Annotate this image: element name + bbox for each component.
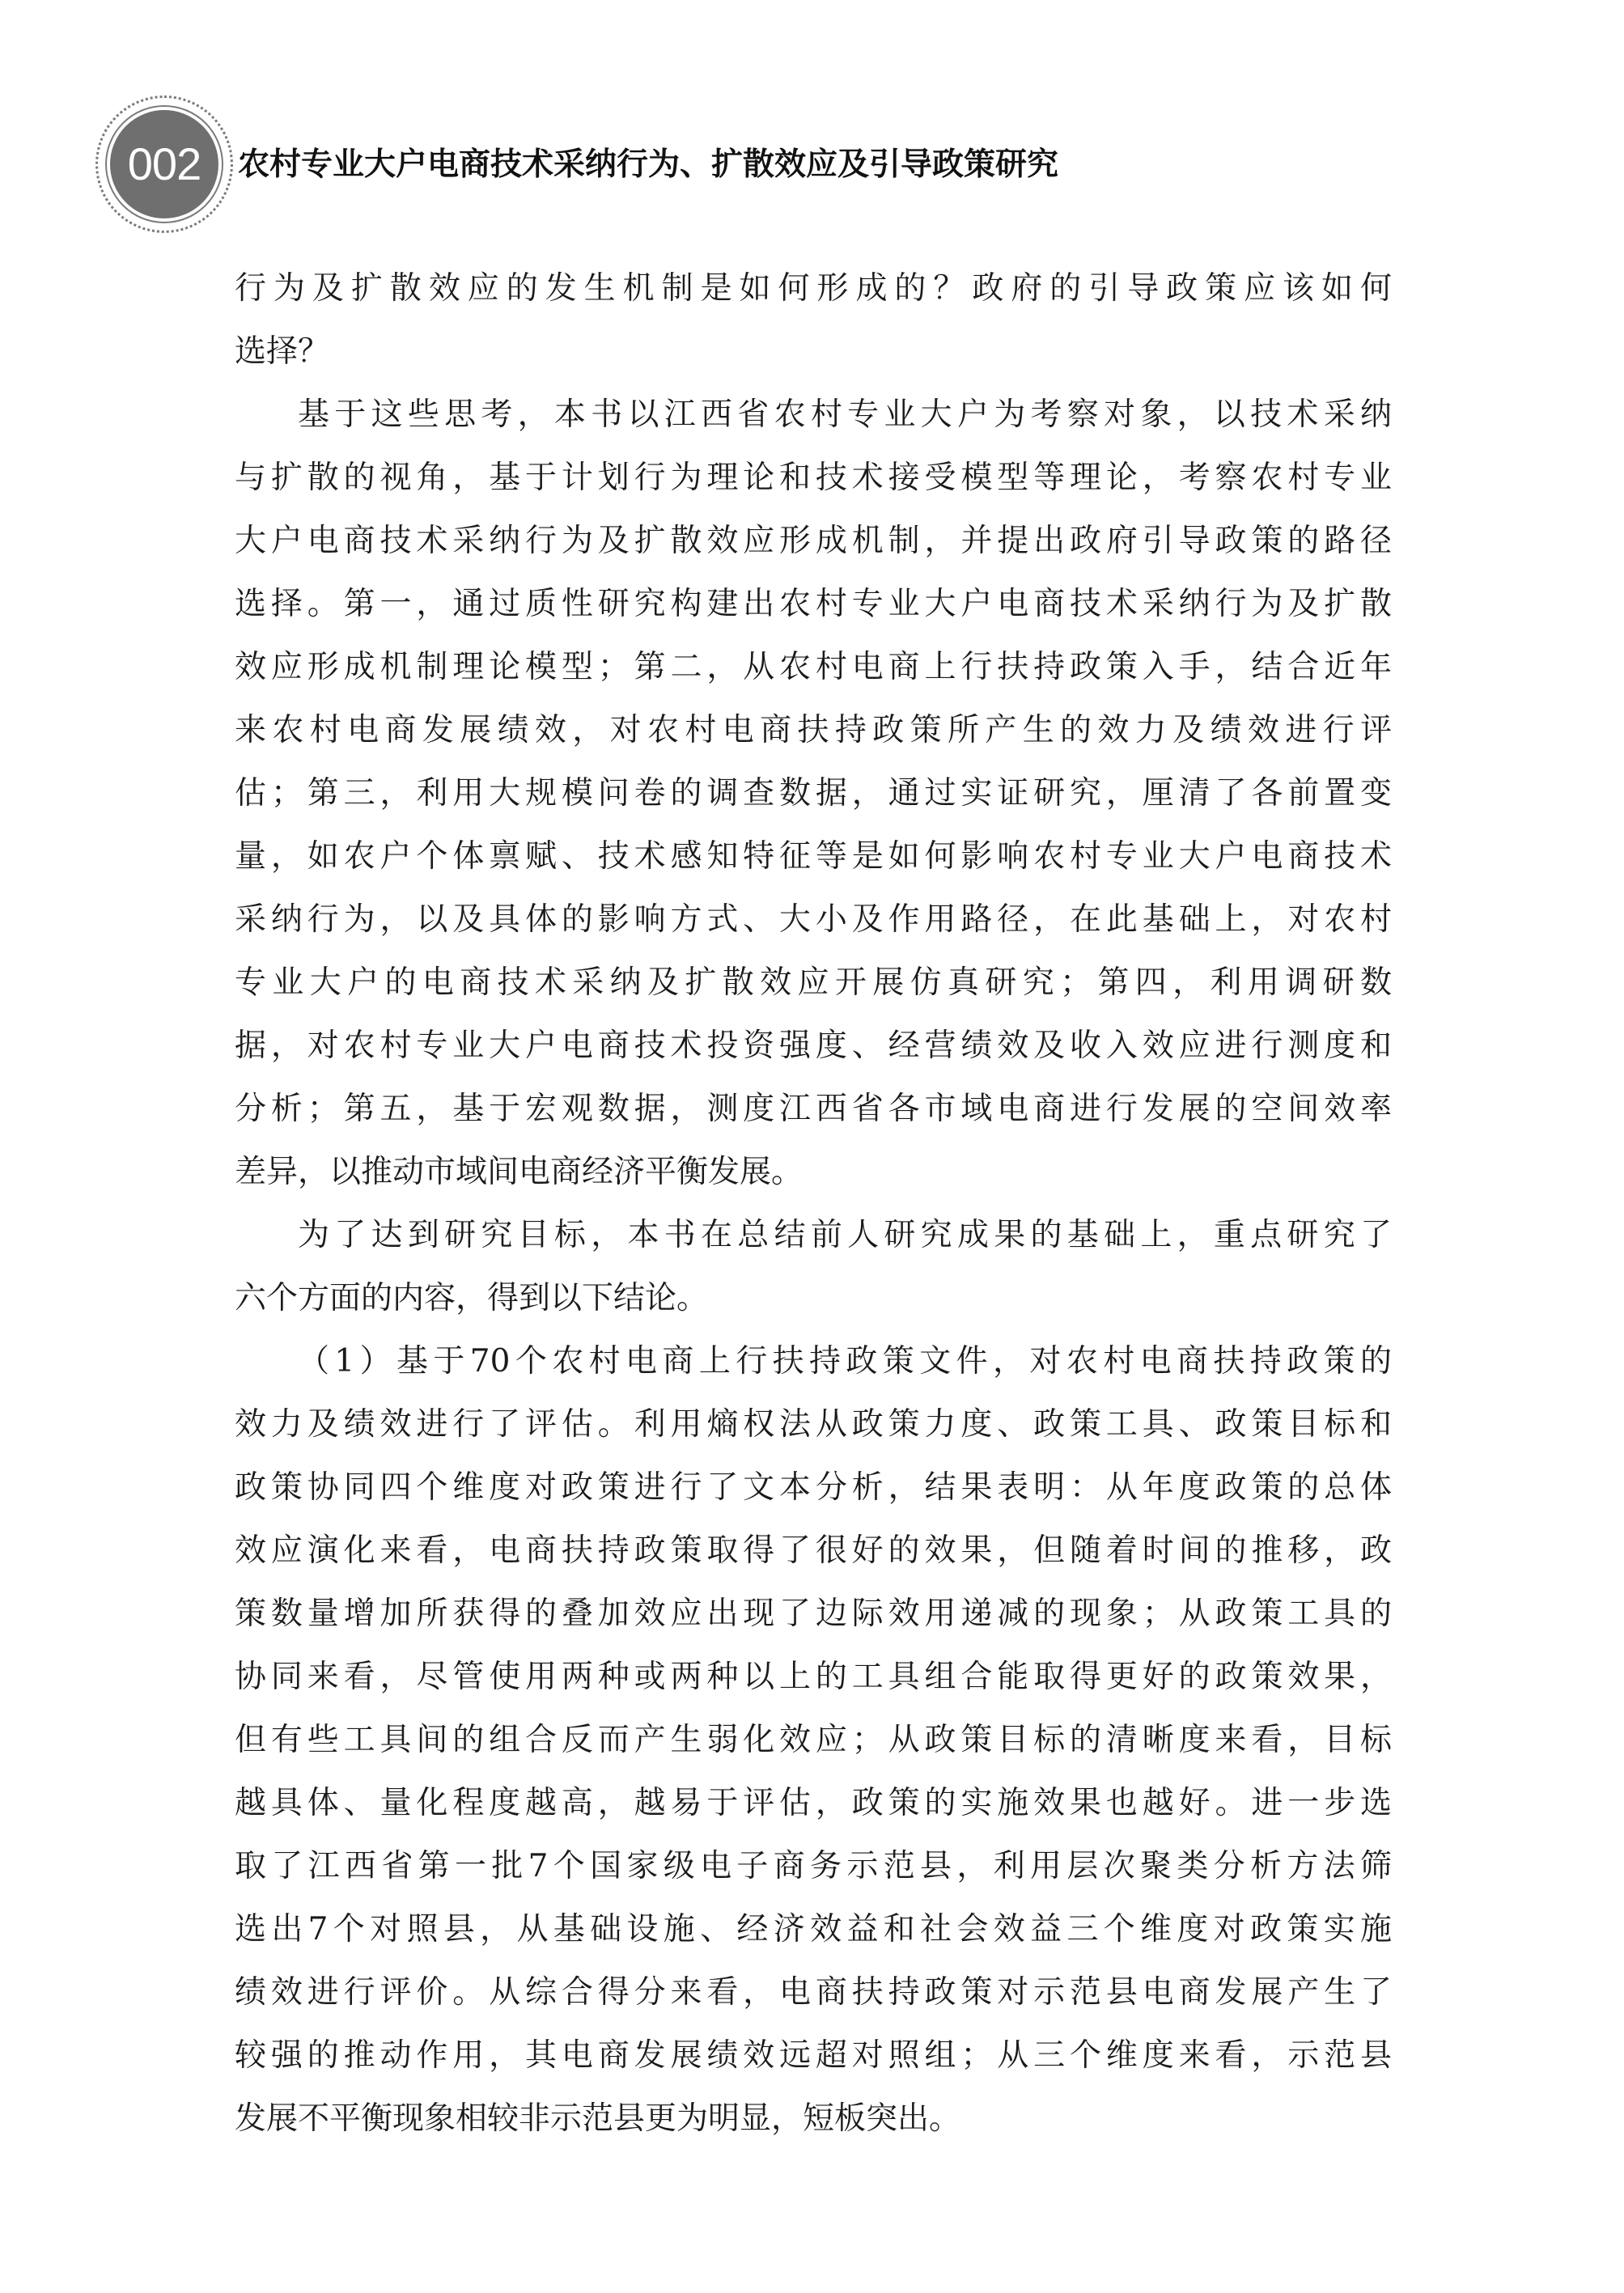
text-line: 采纳行为，以及具体的影响方式、大小及作用路径，在此基础上，对农村 xyxy=(235,901,1392,938)
text-line: 据，对农村专业大户电商技术投资强度、经营绩效及收入效应进行测度和 xyxy=(235,1028,1392,1064)
text-line: 效应形成机制理论模型；第二，从农村电商上行扶持政策入手，结合近年 xyxy=(235,649,1392,685)
text-line: 选择？ xyxy=(235,333,330,370)
text-line: 绩效进行评价。从综合得分来看，电商扶持政策对示范县电商发展产生了 xyxy=(235,1974,1392,2011)
text-line: 但有些工具间的组合反而产生弱化效应；从政策目标的清晰度来看，目标 xyxy=(235,1722,1392,1758)
text-line: 效力及绩效进行了评估。利用熵权法从政策力度、政策工具、政策目标和 xyxy=(235,1406,1392,1443)
text-line: 差异，以推动市域间电商经济平衡发展。 xyxy=(235,1154,804,1190)
page-header xyxy=(95,95,1309,233)
text-line: 六个方面的内容，得到以下结论。 xyxy=(235,1280,709,1316)
text-line: 取了江西省第一批7个国家级电子商务示范县，利用层次聚类分析方法筛 xyxy=(235,1848,1392,1884)
text-line: （1）基于70个农村电商上行扶持政策文件，对农村电商扶持政策的 xyxy=(298,1343,1392,1380)
text-line: 越具体、量化程度越高，越易于评估，政策的实施效果也越好。进一步选 xyxy=(235,1785,1392,1821)
text-line: 较强的推动作用，其电商发展绩效远超对照组；从三个维度来看，示范县 xyxy=(235,2037,1392,2074)
text-line: 协同来看，尽管使用两种或两种以上的工具组合能取得更好的政策效果， xyxy=(235,1659,1392,1695)
text-line: 专业大户的电商技术采纳及扩散效应开展仿真研究；第四，利用调研数 xyxy=(235,964,1392,1001)
text-line: 量，如农户个体禀赋、技术感知特征等是如何影响农村专业大户电商技术 xyxy=(235,838,1392,875)
text-line: 选出7个对照县，从基础设施、经济效益和社会效益三个维度对政策实施 xyxy=(235,1911,1392,1948)
text-line: 效应演化来看，电商扶持政策取得了很好的效果，但随着时间的推移，政 xyxy=(235,1532,1392,1569)
book-title: 农村专业大户电商技术采纳行为、扩散效应及引导政策研究 xyxy=(238,146,1059,183)
text-line: 策数量增加所获得的叠加效应出现了边际效用递减的现象；从政策工具的 xyxy=(235,1596,1392,1632)
text-line: 政策协同四个维度对政策进行了文本分析，结果表明：从年度政策的总体 xyxy=(235,1469,1392,1506)
text-line: 行为及扩散效应的发生机制是如何形成的？政府的引导政策应该如何 xyxy=(235,270,1392,307)
text-line: 来农村电商发展绩效，对农村电商扶持政策所产生的效力及绩效进行评 xyxy=(235,712,1392,748)
text-line: 基于这些思考，本书以江西省农村专业大户为考察对象，以技术采纳 xyxy=(298,396,1392,433)
text-line: 选择。第一，通过质性研究构建出农村专业大户电商技术采纳行为及扩散 xyxy=(235,586,1392,622)
text-line: 大户电商技术采纳行为及扩散效应形成机制，并提出政府引导政策的路径 xyxy=(235,523,1392,559)
text-line: 与扩散的视角，基于计划行为理论和技术接受模型等理论，考察农村专业 xyxy=(235,460,1392,496)
body-text xyxy=(235,257,1392,2151)
text-line: 发展不平衡现象相较非示范县更为明显，短板突出。 xyxy=(235,2100,961,2137)
text-line: 为了达到研究目标，本书在总结前人研究成果的基础上，重点研究了 xyxy=(298,1217,1392,1253)
page-number-badge: 002 xyxy=(107,107,222,222)
text-line: 估；第三，利用大规模问卷的调查数据，通过实证研究，厘清了各前置变 xyxy=(235,775,1392,812)
text-line: 分析；第五，基于宏观数据，测度江西省各市域电商进行发展的空间效率 xyxy=(235,1091,1392,1127)
